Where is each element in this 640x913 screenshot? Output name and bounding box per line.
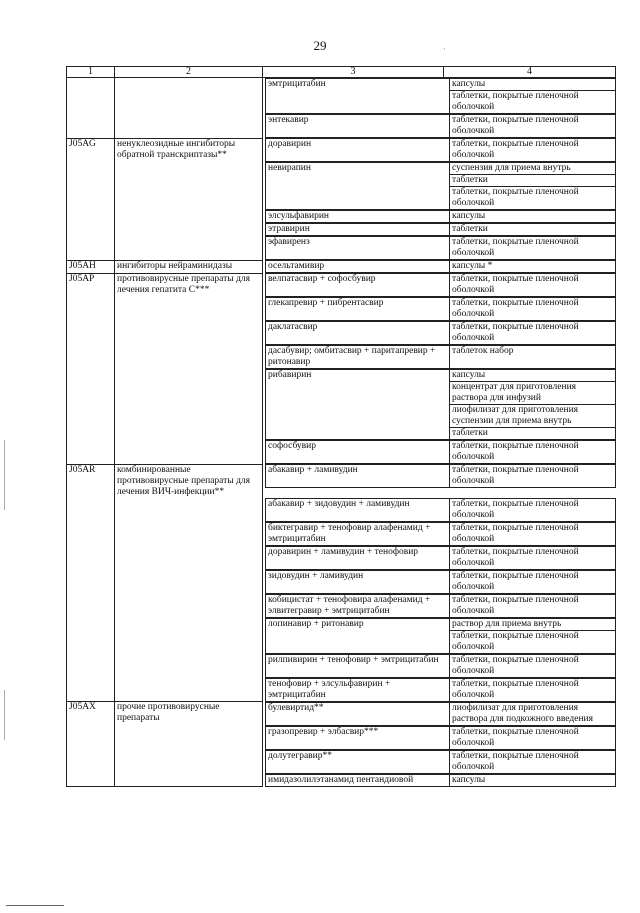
inn-name-cell: эмтрицитабин [266, 79, 450, 114]
inn-name-cell: зидовудин + ламивудин [266, 570, 450, 593]
table-row [67, 618, 616, 654]
scan-mark: · [443, 45, 446, 54]
footer-rule [6, 905, 64, 906]
dosage-form-cell: таблетки, покрытые пленочной оболочкой [450, 750, 616, 773]
table-row [67, 726, 616, 750]
inn-name-cell: доравирин [266, 139, 450, 162]
table-row [67, 345, 616, 369]
group-name-cell: противовирусные препараты для лечения гепатита C*** [115, 273, 263, 297]
table-row [67, 369, 616, 440]
inn-name-cell: софосбувир [266, 441, 450, 464]
table-row [67, 223, 616, 236]
group-name-cell: прочие противовирусные препараты [115, 702, 263, 726]
inn-name-cell: глекапревир + пибрентасвир [266, 298, 450, 321]
table-row [67, 297, 616, 321]
inn-name-cell: велпатасвир + софосбувир [266, 274, 450, 297]
atc-code-cell [67, 618, 115, 654]
table-row [67, 750, 616, 774]
dosage-form-cell: таблетки, покрытые пленочной оболочкой [450, 298, 616, 321]
atc-code-cell [67, 774, 115, 787]
table-row [67, 702, 616, 726]
table-row [67, 138, 616, 162]
dosage-form-cell: таблетки, покрытые пленочной оболочкой [450, 654, 616, 677]
dosage-form-cell: таблетки, покрытые пленочной оболочкой [450, 274, 616, 297]
atc-code-cell [67, 678, 115, 702]
inn-name-cell: гразопревир + элбасвир*** [266, 726, 450, 749]
atc-code-cell [67, 345, 115, 369]
table-body [67, 78, 616, 787]
atc-code-cell [67, 321, 115, 345]
table-row [67, 236, 616, 260]
group-name-cell [115, 594, 263, 618]
inn-name-cell: даклатасвир [266, 322, 450, 345]
inn-name-cell: абакавир + ламивудин [266, 465, 450, 488]
group-name-cell: ненуклеозидные ингибиторы обратной транскриптазы** [115, 138, 263, 162]
dosage-form-cell: таблетки, покрытые пленочной оболочкой [450, 678, 616, 701]
dosage-form-cell: таблетки, покрытые пленочной оболочкой [450, 115, 616, 138]
group-name-cell [115, 321, 263, 345]
inn-name-cell: этравирин [266, 224, 450, 236]
dosage-form-cell: таблетки, покрытые пленочной оболочкой [450, 465, 616, 488]
atc-code-cell [67, 210, 115, 223]
column-header-4: 4 [444, 67, 616, 78]
group-name-cell [115, 726, 263, 750]
dosage-form-cell: таблетки [450, 175, 616, 187]
atc-code-cell [67, 570, 115, 594]
group-name-cell [115, 618, 263, 654]
atc-code-cell [67, 594, 115, 618]
group-name-cell [115, 162, 263, 210]
group-name-cell [115, 223, 263, 236]
inn-name-cell: биктегравир + тенофовир алафенамид + эмтрицитабин [266, 522, 450, 545]
inn-name-cell: булевиртид** [266, 702, 450, 725]
table-row [67, 654, 616, 678]
dosage-form-cell: таблетки, покрытые пленочной оболочкой [450, 237, 616, 260]
scan-edge-mark [4, 440, 5, 510]
table-row [67, 498, 616, 522]
inn-name-cell: энтекавир [266, 115, 450, 138]
dosage-form-cell: таблетки, покрытые пленочной оболочкой [450, 322, 616, 345]
column-header-1: 1 [67, 67, 115, 78]
atc-code-cell [67, 522, 115, 546]
atc-code-cell [67, 726, 115, 750]
group-name-cell [115, 236, 263, 260]
table-row [67, 162, 616, 210]
atc-code-cell [67, 114, 115, 138]
inn-name-cell: осельтамивир [266, 261, 450, 273]
dosage-form-cell: лиофилизат для приготовления раствора для подкожного введения [450, 702, 616, 725]
atc-code-cell [67, 546, 115, 570]
dosage-form-cell: капсулы [450, 370, 616, 382]
table-row [67, 570, 616, 594]
atc-code-cell [67, 654, 115, 678]
group-name-cell [115, 369, 263, 440]
table-row [67, 774, 616, 787]
table-row [67, 594, 616, 618]
dosage-form-cell: капсулы * [450, 261, 616, 273]
inn-name-cell: кобицистат + тенофовира алафенамид + элвитегравир + эмтрицитабин [266, 594, 450, 617]
table-row [67, 440, 616, 464]
group-name-cell [115, 546, 263, 570]
table-row [67, 210, 616, 223]
table-row [67, 678, 616, 702]
dosage-form-cell: таблетки, покрытые пленочной оболочкой [450, 139, 616, 162]
atc-code-cell: J05AR [67, 464, 115, 498]
drug-table [66, 66, 616, 787]
atc-code-cell: J05AP [67, 273, 115, 297]
table-row [67, 78, 616, 115]
group-name-cell [115, 654, 263, 678]
dosage-form-cell: таблетки, покрытые пленочной оболочкой [450, 498, 616, 521]
atc-code-cell [67, 162, 115, 210]
page-number: 29 [313, 38, 327, 53]
dosage-form-cell: таблетки, покрытые пленочной оболочкой [450, 594, 616, 617]
group-name-cell [115, 114, 263, 138]
inn-name-cell: рибавирин [266, 370, 450, 440]
inn-name-cell: доравирин + ламивудин + тенофовир [266, 546, 450, 569]
inn-name-cell: невирапин [266, 163, 450, 210]
group-name-cell [115, 570, 263, 594]
atc-code-cell [67, 440, 115, 464]
dosage-form-cell: таблетки, покрытые пленочной оболочкой [450, 726, 616, 749]
dosage-form-cell: капсулы [450, 774, 616, 786]
dosage-form-cell: таблетки, покрытые пленочной оболочкой [450, 546, 616, 569]
inn-name-cell: элсульфавирин [266, 211, 450, 223]
dosage-form-cell: таблетки [450, 224, 616, 236]
inn-name-cell: имидазолилэтанамид пентандиовой [266, 774, 450, 786]
atc-code-cell: J05AH [67, 260, 115, 273]
table-row [67, 546, 616, 570]
inn-name-cell: тенофовир + элсульфавирин + эмтрицитабин [266, 678, 450, 701]
table-row [67, 321, 616, 345]
group-name-cell [115, 750, 263, 774]
table-row [67, 260, 616, 273]
dosage-form-cell: таблетки, покрытые пленочной оболочкой [450, 570, 616, 593]
dosage-form-cell: таблеток набор [450, 346, 616, 369]
header-row [67, 67, 616, 78]
atc-code-cell: J05AX [67, 702, 115, 726]
atc-code-cell: J05AG [67, 138, 115, 162]
dosage-form-cell: таблетки, покрытые пленочной оболочкой [450, 522, 616, 545]
atc-code-cell [67, 498, 115, 522]
group-name-cell [115, 210, 263, 223]
dosage-form-cell: раствор для приема внутрь [450, 618, 616, 630]
atc-code-cell [67, 223, 115, 236]
dosage-form-cell: таблетки, покрытые пленочной оболочкой [450, 91, 616, 114]
atc-code-cell [67, 750, 115, 774]
dosage-form-cell: капсулы [450, 211, 616, 223]
inn-name-cell: абакавир + зидовудин + ламивудин [266, 498, 450, 521]
inn-name-cell: лопинавир + ритонавир [266, 618, 450, 653]
table-row [67, 273, 616, 297]
column-header-2: 2 [115, 67, 263, 78]
inn-name-cell: долутегравир** [266, 750, 450, 773]
column-header-3: 3 [263, 67, 444, 78]
group-name-cell [115, 297, 263, 321]
group-name-cell: комбинированные противовирусные препараты для лечения ВИЧ-инфекции** [115, 464, 263, 498]
dosage-form-cell: лиофилизат для приготовления суспензии для приема внутрь [450, 405, 616, 428]
group-name-cell [115, 345, 263, 369]
group-name-cell: ингибиторы нейраминидазы [115, 260, 263, 273]
atc-code-cell [67, 369, 115, 440]
inn-name-cell: дасабувир; омбитасвир + паритапревир + ритонавир [266, 346, 450, 369]
inn-name-cell: рилпивирин + тенофовир + эмтрицитабин [266, 654, 450, 677]
table-row [67, 522, 616, 546]
group-name-cell [115, 678, 263, 702]
dosage-form-cell: таблетки, покрытые пленочной оболочкой [450, 441, 616, 464]
dosage-form-cell: таблетки [450, 428, 616, 440]
dosage-form-cell: таблетки, покрытые пленочной оболочкой [450, 630, 616, 653]
dosage-form-cell: концентрат для приготовления раствора для инфузий [450, 382, 616, 405]
dosage-form-cell: таблетки, покрытые пленочной оболочкой [450, 187, 616, 210]
table-row [67, 114, 616, 138]
atc-code-cell [67, 236, 115, 260]
group-name-cell [115, 498, 263, 522]
atc-code-cell [67, 297, 115, 321]
dosage-form-cell: капсулы [450, 79, 616, 91]
inn-name-cell: эфавиренз [266, 237, 450, 260]
group-name-cell [115, 440, 263, 464]
group-name-cell [115, 774, 263, 787]
scan-edge-mark [4, 690, 5, 740]
atc-code-cell [67, 78, 115, 115]
group-name-cell [115, 78, 263, 115]
dosage-form-cell: суспензия для приема внутрь [450, 163, 616, 175]
group-name-cell [115, 522, 263, 546]
table-row [67, 464, 616, 498]
